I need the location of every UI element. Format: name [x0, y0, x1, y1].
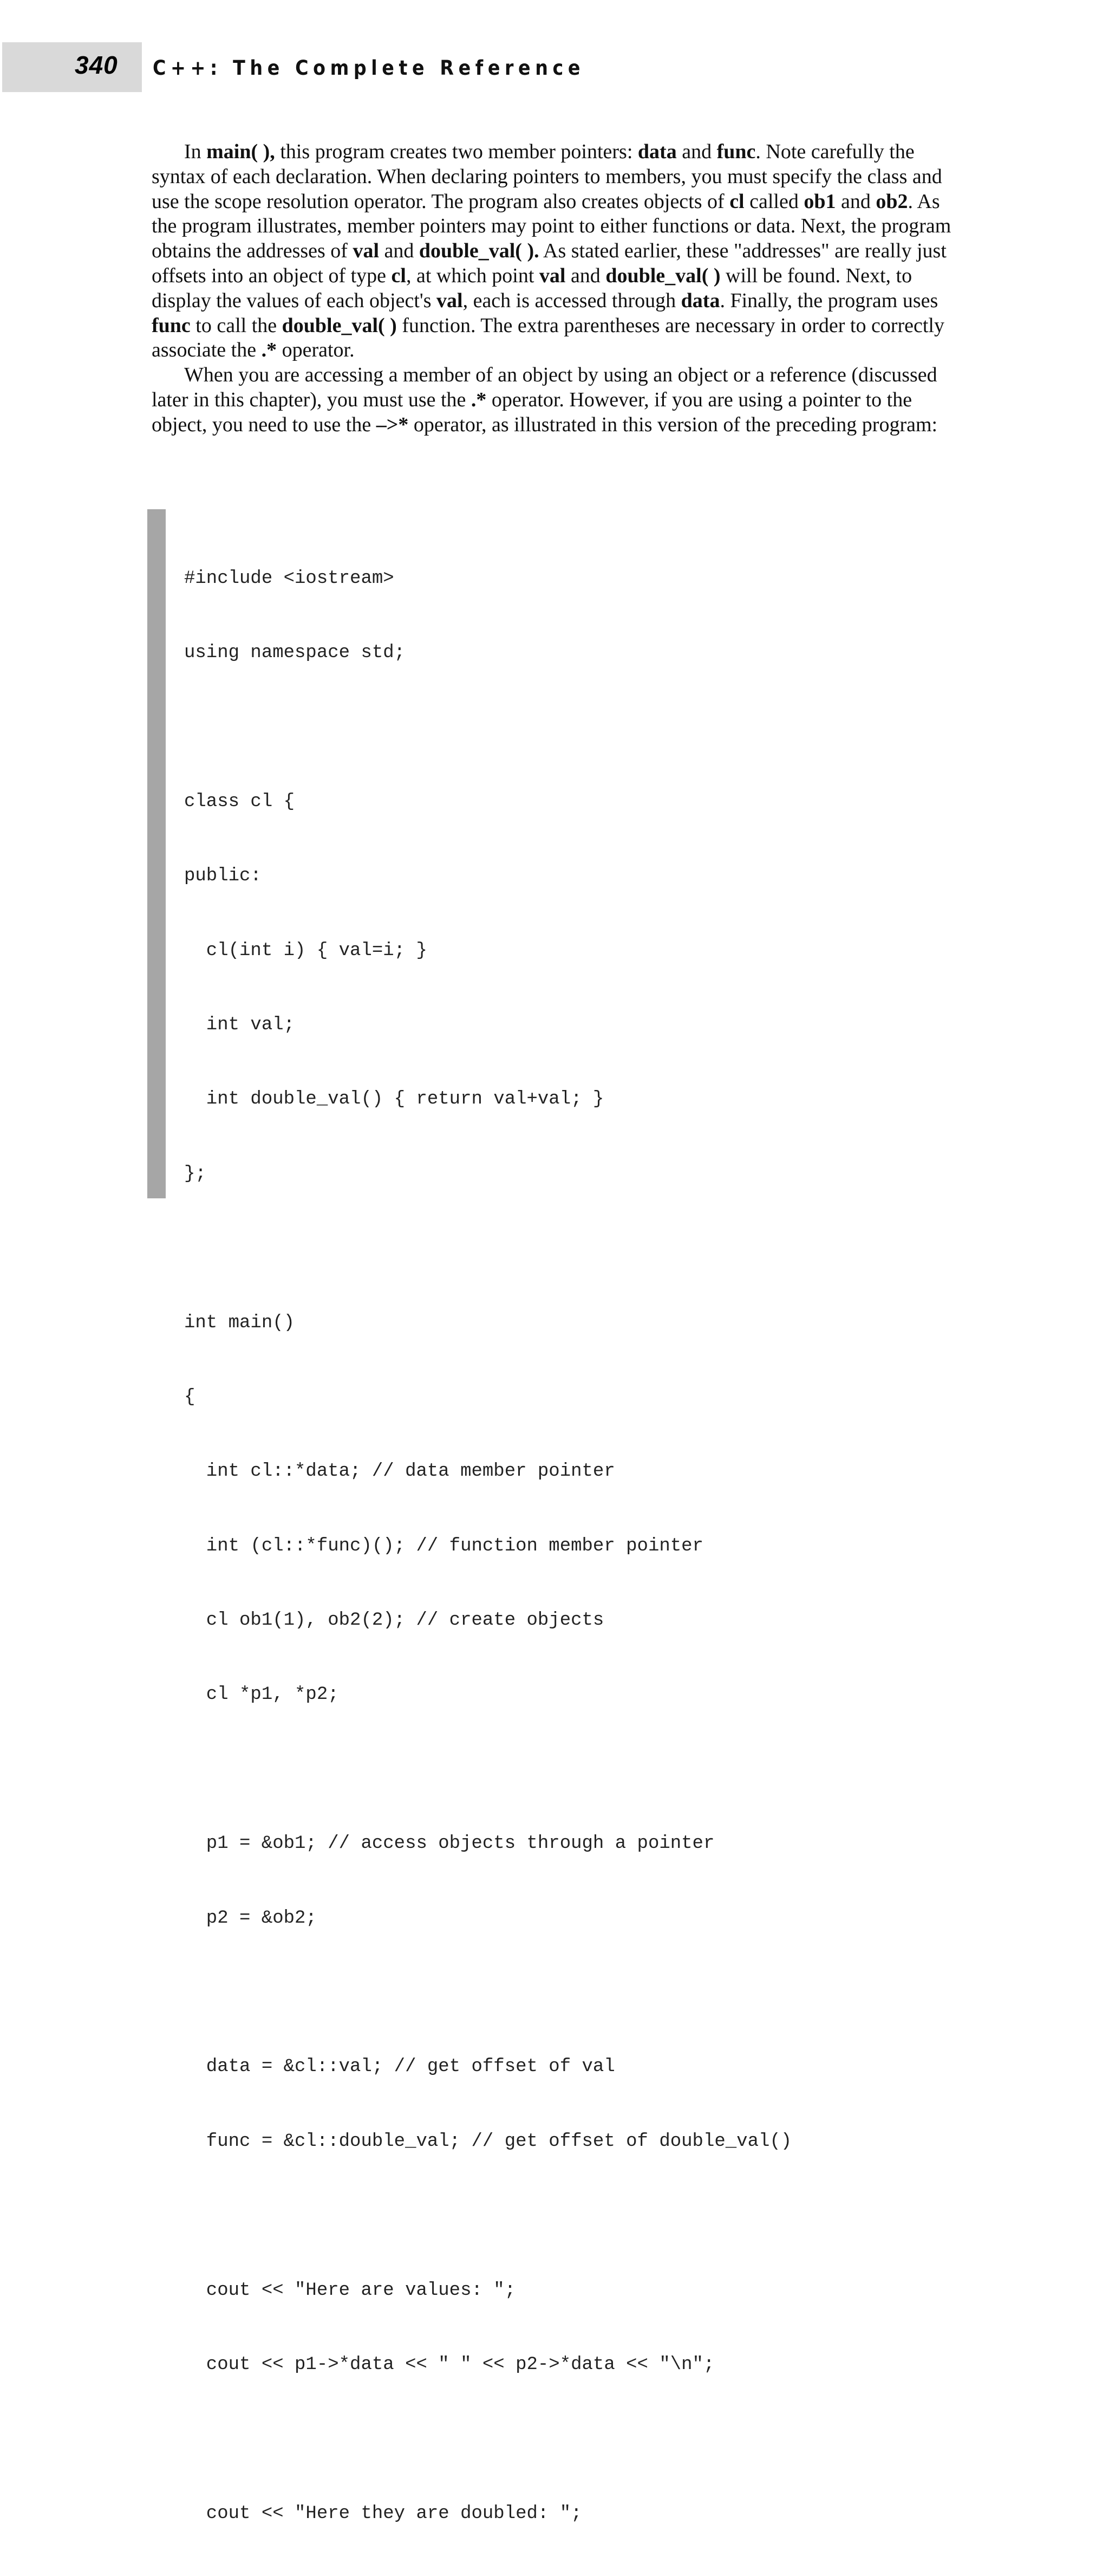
- code-lines: [184, 517, 792, 2576]
- code-line: cl(int i) { val=i; }: [184, 940, 427, 961]
- code-line: int double_val() { return val+val; }: [184, 1089, 604, 1110]
- code-line: [184, 2204, 792, 2229]
- code-line: [184, 715, 792, 740]
- code-line: int (cl::*func)(); // function member pointer: [184, 1535, 703, 1556]
- code-line: int cl::*data; // data member pointer: [184, 1461, 615, 1482]
- code-line: cl ob1(1), ob2(2); // create objects: [184, 1610, 604, 1631]
- code-line: [184, 1236, 792, 1261]
- code-line: p1 = &ob1; // access objects through a pointer: [184, 1833, 715, 1854]
- code-line: using namespace std;: [184, 642, 406, 663]
- code-line: cout << "Here are values: ";: [184, 2280, 516, 2301]
- code-line: [184, 1757, 792, 1782]
- code-line: #include <iostream>: [184, 568, 394, 589]
- code-line: data = &cl::val; // get offset of val: [184, 2056, 615, 2078]
- code-line: cout << "Here they are doubled: ";: [184, 2503, 582, 2524]
- page-number: 340: [75, 51, 118, 79]
- paragraph-pointer-operator: When you are accessing a member of an object by using an object or a reference (discussed later in this chapter), you must use the .* operator. However, if you are using a pointer to the object, you need to use the –>* operator, as illustrated in this version of the preceding program:: [152, 364, 938, 436]
- code-line: };: [184, 1163, 206, 1184]
- running-header: [0, 0, 1109, 98]
- book-title: C++: The Complete Reference: [153, 56, 585, 80]
- page-number-tab: [2, 42, 142, 92]
- code-line: [184, 1981, 792, 2006]
- code-line: [184, 2427, 792, 2452]
- code-line: int val;: [184, 1014, 295, 1035]
- code-listing: [147, 509, 851, 2524]
- body-text: [152, 140, 953, 438]
- code-line: {: [184, 1386, 195, 1407]
- code-line: cout << p1->*data << " " << p2->*data << "\n";: [184, 2354, 715, 2375]
- code-line: cl *p1, *p2;: [184, 1684, 339, 1705]
- code-line: class cl {: [184, 791, 295, 812]
- code-line: func = &cl::double_val; // get offset of double_val(): [184, 2131, 792, 2152]
- code-margin-bar: [147, 509, 166, 1198]
- code-line: p2 = &ob2;: [184, 1907, 317, 1929]
- paragraph-main-explanation: In main( ), this program creates two member pointers: data and func. Note carefully the syntax of each declaration. When declaring pointers to members, you must specify the class and use the scope resolution operator. The program also creates objects of cl called ob1 and ob2. As the program illustrates, member pointers may point to either functions or data. Next, the program obtains the addresses of val and double_val( ). As stated earlier, these "addresses" are really just offsets into an object of type cl, at which point val and double_val( ) will be found. Next, to display the values of each object's val, each is accessed through data. Finally, the program uses func to call the double_val( ) function. The extra parentheses are necessary in order to correctly associate the .* operator.: [152, 140, 951, 362]
- code-line: public:: [184, 866, 262, 887]
- code-line: int main(): [184, 1312, 295, 1333]
